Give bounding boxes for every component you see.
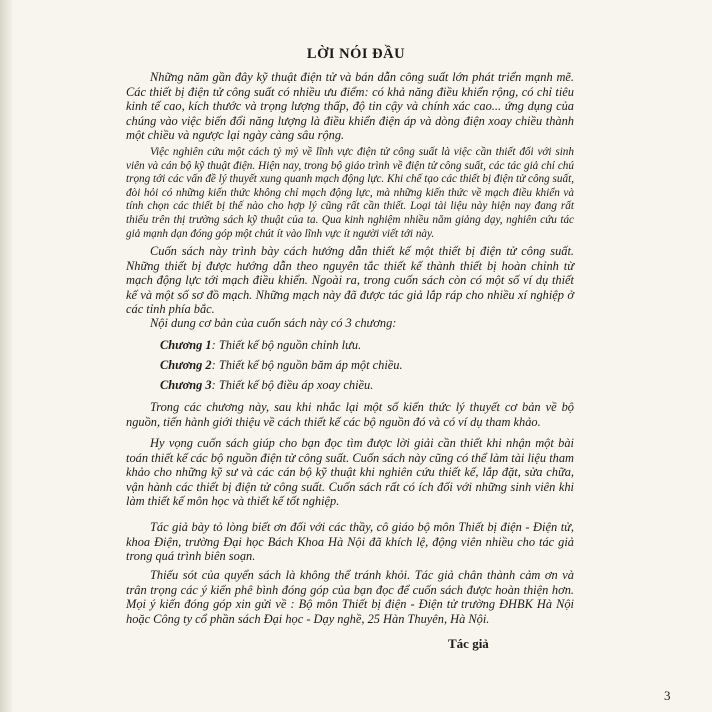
chapter-1-text: : Thiết kế bộ nguồn chỉnh lưu. [211,338,362,352]
chapter-2-label: Chương 2 [160,358,212,372]
chapter-3-label: Chương 3 [160,378,212,392]
chapter-item-3 [160,378,373,393]
paragraph-thanks: Tác giả bày tỏ lòng biết ơn đối với các thầy, cô giáo bộ môn Thiết bị điện - Điện tử, khoa Điện, trường Đại học Bách Khoa Hà Nội đã khích lệ, động viên nhiều cho tác giả trong quá trình biên soạn. [126,520,574,564]
author-signature: Tác giả [448,636,489,651]
chapter-1-label: Chương 1 [160,338,212,352]
paragraph-intro: Những năm gần đây kỹ thuật điện tử và bán dẫn công suất lớn phát triển mạnh mẽ. Các thiết bị điện tử công suất có nhiều ưu điểm: có khả năng điều khiển rộng, có chỉ tiêu kinh tế cao, kích thước và trọng lượng thấp, độ tin cậy và chính xác cao... ứng dụng của chúng vào việc biến đổi năng lượng là điều khiển điện áp và dòng điện xoay chiều thành một chiều và ngược lại ngày càng sâu rộng. [126,70,574,143]
paragraph-research: Việc nghiên cứu một cách tỷ mỷ về lĩnh vực điện tử công suất là việc cần thiết đối với sinh viên và cán bộ kỹ thuật điện. Hiện nay, trong bộ giáo trình về điện tử công suất, các tác giả chỉ chú trọng tới các vấn đề lý thuyết xung quanh mạch động lực. Khi chế tạo các thiết bị điện tử công suất, đòi hỏi có những kiến thức không chỉ mạch động lực, mà những kiến thức về mạch điều khiển và tính chọn các thiết bị thế nào cho hợp lý cũng rất cần thiết. Loại tài liệu này hiện nay đang rất thiếu trên thị trường sách kỹ thuật của ta. Qua kinh nghiệm nhiều năm giảng dạy, nghiên cứu tác giả mạnh dạn đóng góp một chút ít vào lĩnh vực ít người viết tới này. [126,146,574,240]
page-number: 3 [664,688,671,703]
paragraph-book-overview: Cuốn sách này trình bày cách hướng dẫn thiết kế một thiết bị điện tử công suất. Những thiết bị được hướng dẫn theo nguyên tắc thiết kế thành thiết bị hoàn chỉnh từ mạch động lực tới mạch điều khiển. Ngoài ra, trong cuốn sách còn có một số ví dụ thiết kế và một số sơ đồ mạch. Những mạch này đã được tác giả lắp ráp cho nhiều xí nghiệp ở các tỉnh phía bắc. [126,244,574,317]
chapter-3-text: : Thiết kế bộ điều áp xoay chiều. [211,378,374,392]
page-title: LỜI NÓI ĐẦU [306,46,406,62]
chapter-item-2 [160,358,403,373]
paragraph-content-intro: Nội dung cơ bản của cuốn sách này có 3 chương: [150,316,397,330]
chapter-item-1 [160,338,361,353]
paragraph-hope: Hy vọng cuốn sách giúp cho bạn đọc tìm được lời giải cần thiết khi nhận một bài toán thiết kế các bộ nguồn điện tử công suất. Cuốn sách này cũng có thể làm tài liệu tham khảo cho những kỹ sư và các cán bộ kỹ thuật khi nghiên cứu thiết kế, lắp đặt, sửa chữa, vận hành các thiết bị điện tử công suất. Cuốn sách rất có ích đối với những sinh viên khi làm thiết kế môn học và thiết kế tốt nghiệp. [126,436,574,509]
paragraph-chapters-summary: Trong các chương này, sau khi nhắc lại một số kiến thức lý thuyết cơ bản về bộ nguồn, tiến hành giới thiệu về cách thiết kế các bộ nguồn đó và có ví dụ tham khảo. [126,400,574,429]
page-spine-shadow [0,0,14,712]
paragraph-feedback: Thiếu sót của quyển sách là không thể tránh khỏi. Tác giả chân thành cảm ơn và trân trọng các ý kiến phê bình đóng góp của bạn đọc để cuốn sách được hoàn thiện hơn. Mọi ý kiến đóng góp xin gửi về : Bộ môn Thiết bị điện - Điện tử trường ĐHBK Hà Nội hoặc Công ty cổ phần sách Đại học - Dạy nghề, 25 Hàn Thuyên, Hà Nội. [126,568,574,626]
chapter-2-text: : Thiết kế bộ nguồn băm áp một chiều. [211,358,403,372]
